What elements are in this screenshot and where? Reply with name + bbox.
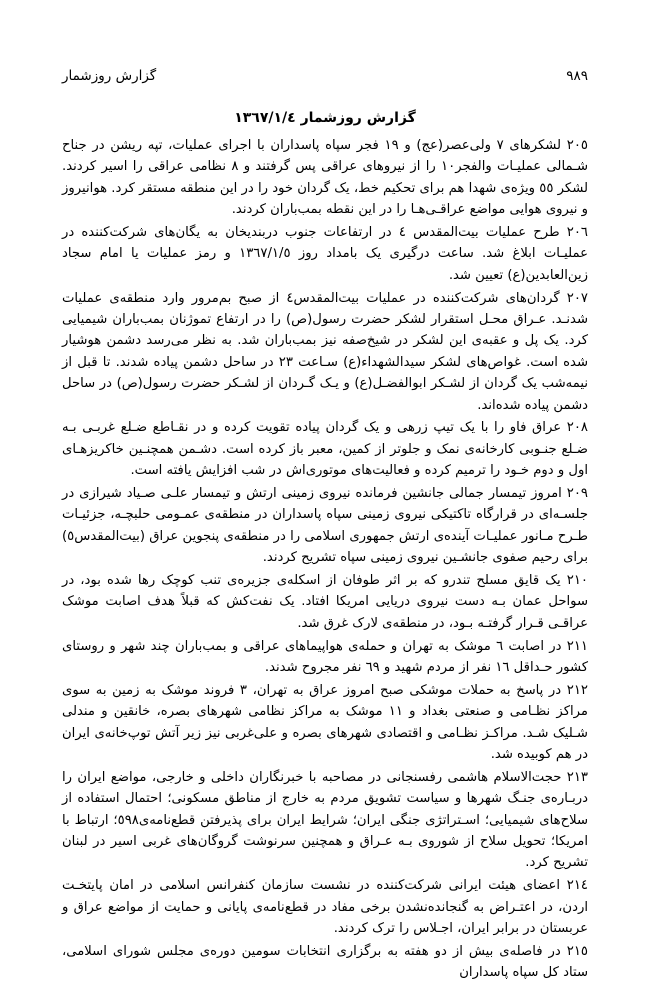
paragraph: ٢٠٧ گردان‌های شرکت‌کننده در عملیات بیت‌المقدس٤ از صبح بم‌مرور وارد منطقه‌ی عملیات شدنـد. عـراق محـل استقرار لشکر حضرت رسول(ص) را در ارتفاع تموژنان بمب‌باران شیمیایی کرد. یک پل و عقبه‌ی این لشکر در شیخ‌صفه نیز بمب‌باران شد. به نظر می‌رسد دشمن هوشیار شده است. غواص‌های لشکر سیدالشهداء(ع) سـاعت ٢٣ در ساحل دشمن پیاده شدند. تا قبل از نیمه‌شب یک گردان از لشـکر ابوالفضـل(ع) و یـک گـردان از لشـکر حضرت رسول(ص) در ساحل دشمن پیاده شده‌اند. xyxy=(62,290,588,413)
paragraph: ٢١٠ یک قایق مسلح تندرو که بر اثر طوفان از اسکله‌ی جزیره‌ی تنب کوچک رها شده بود، در سواحل عمان بـه دست نیروی دریایی امریکا افتاد. یک نفت‌کش که قبلاً هدف اصابت موشک عراقـی قـرار گرفتـه بـود، در منطقه‌ی لارک غرق شد. xyxy=(62,573,588,631)
page-number: ٩٨٩ xyxy=(566,68,588,84)
document-body xyxy=(62,135,588,984)
page-header xyxy=(62,68,588,84)
paragraph: ٢٠٨ عراق فاو را با یک تیپ زرهی و یک گردان پیاده تقویت کرده و در نقـاطع ضـلع غربـی بـه ضـلع جنـوبی کارخانه‌ی نمک و جلوتر از کمین، معبر باز کرده است. دشـمن همچنـین خاکریزهـای اول و دوم خـود را ترمیم کرده و فعالیت‌های موتوری‌اش در شب افزایش یافته است. xyxy=(62,420,588,479)
paragraph: ٢١٤ اعضای هیئت ایرانی شرکت‌کننده در نشست سازمان کنفرانس اسلامی در امان پایتخـت اردن، در اعتـراض به گنجانده‌نشدن برخی مفاد در قطع‌نامه‌ی پایانی و حمایت از مواضع عراق و عربستان در برابر ایران، اجـلاس را ترک کردند. xyxy=(62,878,588,936)
running-title: گزارش روزشمار xyxy=(62,68,157,84)
paragraph: ٢٠٥ لشكرهای ٧ ولی‌عصر(عج) و ١٩ فجر سپاه پاسداران با اجرای عملیات، تپه ریشن در جناح شـمالی عملیـات والفجر١٠ را از نیروهای عراقی پس گرفتند و ٨ نظامی عراقی را اسیر کردند. لشکر ٥٥ ویژه‌ی شهدا هم برای تحکیم خط، یک گردان خود را در این منطقه مستقر کرد. هوانیروز و نیروی هوایی مواضع عراقـی‌هـا را در این نقطه بمب‌باران کردند. xyxy=(62,138,588,218)
paragraph: ٢٠٩ امروز تیمسار جمالی جانشین فرمانده نیروی زمینی ارتش و تیمسار علـی صـیاد شیرازی در جلسـه‌ای در قرارگاه تاکتیکی نیروی زمینی سپاه پاسداران در منطقه‌ی عمـومی حلبچـه، جزئیـات طـرح مـانور عملیـات آینده‌ی ارتش جمهوری اسلامی را در منطقه‌ی پنجوین عراق (بیت‌المقدس٥) برای رحیم صفوی جانشـین نیروی زمینی سپاه تشریح کردند. xyxy=(62,486,588,566)
paragraph: ٢٠٦ طرح عملیات بیت‌المقدس ٤ در ارتفاعات جنوب دربندیخان به یگان‌های شرکت‌کننده در عملیـات ابلاغ شد. ساعت درگیری یک بامداد روز ١٣٦٧/١/٥ و رمز عملیات یا امام سجاد زین‌العابدین(ع) تعیین شد. xyxy=(62,225,588,283)
paragraph: ٢١١ در اصابت ٦ موشک به تهران و حمله‌ی هواپیماهای عراقی و بمب‌باران چند شهر و روستای کشور حـداقل ١٦ نفر از مردم شهید و ٦٩ نفر مجروح شدند. xyxy=(62,638,588,675)
paragraph: ٢١٥ در فاصله‌ی بیش از دو هفته به برگزاری انتخابات سومین دوره‌ی مجلس شورای اسلامی، ستاد کل سپاه پاسداران xyxy=(62,943,588,981)
paragraph: ٢١٢ در پاسخ به حملات موشکی صبح امروز عراق به تهران، ٣ فروند موشک به زمین به سوی مراکز نظـامی و صنعتی بغداد و ١١ موشک به مراکز نظامی شهرهای بصره، خانقین و مندلی شـلیک شـد. مراکـز نظـامی و اقتصادی شهرهای بصره و علی‌غربی نیز زیر آتش توپ‌خانه‌ی ایران در هم کوبیده شد. xyxy=(62,682,588,762)
page-title: گزارش روزشمار ١٣٦٧/١/٤ xyxy=(234,110,416,126)
paragraph: ٢١٣ حجت‌الاسلام هاشمی رفسنجانی در مصاحبه با خبرنگاران داخلی و خارجی، مواضع ایران را دربـاره‌ی جنـگ شهرها و سیاست تشویق مردم به خارج از مناطق مسکونی؛ احتمال استفاده از سلاح‌های شیمیایی؛ اسـتراتژی جنگی ایران؛ شرایط ایران برای پذیرفتن قطع‌نامه‌ی٥٩٨؛ ارتباط با امریکا؛ تحویل سلاح از شوروی بـه عـراق و همچنین سرنوشت گروگان‌های غربی اسیر در لبنان تشریح کرد. xyxy=(62,769,588,871)
